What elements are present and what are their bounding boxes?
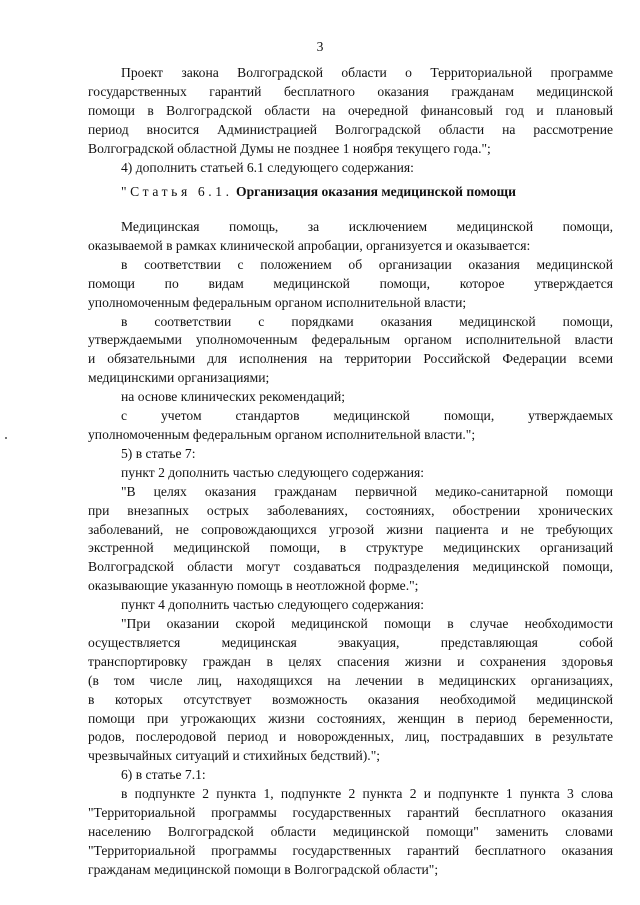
text-line: пункт 2 дополнить частью следующего содержания: [121, 464, 425, 480]
text-line: помощи в Волгоградской области на очередной финансовый год и плановый [88, 102, 613, 118]
text-line: "При оказании скорой медицинской помощи в случае необходимости [121, 616, 613, 632]
text-line: транспортировку граждан в целях спасения жизни и сохранения здоровья [88, 653, 613, 669]
text-line: в соответствии с положением об организации оказания медицинской [121, 256, 613, 272]
text-line: и обязательными для исполнения на территории Российской Федерации всеми [88, 351, 613, 367]
text-line: помощи при угрожающих жизни состояниях, женщин в период беременности, [88, 710, 613, 726]
text-line: 5) в статье 7: [121, 445, 196, 461]
article-heading [121, 182, 516, 202]
text-line: оказывающие указанную помощь в неотложной форме."; [88, 578, 419, 594]
article-heading-prefix: "Статья 6.1. [121, 184, 233, 199]
text-line: Медицинская помощь, за исключением медицинской помощи, [121, 219, 613, 234]
paragraph-block-2 [88, 218, 613, 880]
text-line: Волгоградской области могут создаваться подразделения медицинской помощи, [88, 559, 613, 575]
text-line: "В целях оказания гражданам первичной медико-санитарной помощи [121, 483, 613, 499]
page-number: 3 [316, 39, 324, 54]
text-line: осуществляется медицинская эвакуация, представляющая собой [88, 634, 613, 650]
text-line: помощи по видам медицинской помощи, которое утверждается [88, 275, 613, 291]
text-line: гражданам медицинской помощи в Волгоградской области"; [88, 861, 439, 877]
text-line: "Территориальной программы государственных гарантий бесплатного оказания [88, 842, 613, 858]
text-line: оказываемой в рамках клинической апробации, организуется и оказывается: [88, 237, 531, 253]
text-line: утверждаемыми уполномоченным федеральным органом исполнительной власти [88, 332, 613, 348]
text-line: уполномоченным федеральным органом исполнительной власти."; [88, 426, 476, 442]
text-line: на основе клинических рекомендаций; [121, 389, 345, 405]
text-line: "Территориальной программы государственных гарантий бесплатного оказания [88, 805, 613, 821]
text-line: пункт 4 дополнить частью следующего содержания: [121, 597, 425, 613]
text-line: уполномоченным федеральным органом исполнительной власти; [88, 294, 467, 310]
text-line: период вносится Администрацией Волгоградской области на рассмотрение [88, 121, 613, 137]
text-line: при внезапных острых заболеваниях, состояниях, обострении хронических [88, 502, 613, 518]
paragraph-block-1 [88, 64, 613, 177]
text-line: 6) в статье 7.1: [121, 767, 206, 783]
text-line: с учетом стандартов медицинской помощи, утверждаемых [121, 408, 613, 424]
text-line: в которых отсутствует возможность оказания необходимой медицинской [88, 691, 613, 707]
text-line: заболеваний, не сопровождающихся угрозой жизни пациента и не требующих [88, 521, 613, 537]
text-line: (в том числе лиц, находящихся на лечении в медицинских организациях, [88, 672, 613, 688]
text-line: в соответствии с порядками оказания медицинской помощи, [121, 313, 613, 329]
text-line: Проект закона Волгоградской области о Территориальной программе [121, 65, 613, 80]
article-heading-title: Организация оказания медицинской помощи [236, 184, 516, 199]
text-line: чрезвычайных ситуаций и стихийных бедствий)."; [88, 748, 381, 764]
text-line: медицинскими организациями; [88, 370, 270, 386]
text-line: государственных гарантий бесплатного оказания гражданам медицинской [88, 83, 613, 99]
scan-speck [5, 437, 7, 439]
text-line: Волгоградской областной Думы не позднее 1 ноября текущего года."; [88, 140, 491, 156]
text-line: в подпункте 2 пункта 1, подпункте 2 пункта 2 и подпункте 1 пункта 3 слова [121, 786, 613, 802]
text-line: родов, послеродовой период и новорожденных, лиц, пострадавших в результате [88, 729, 613, 745]
text-line: 4) дополнить статьей 6.1 следующего содержания: [121, 159, 414, 175]
text-line: населению Волгоградской области медицинской помощи" заменить словами [88, 824, 613, 839]
text-line: экстренной медицинской помощи, в структуре медицинских организаций [88, 540, 613, 556]
